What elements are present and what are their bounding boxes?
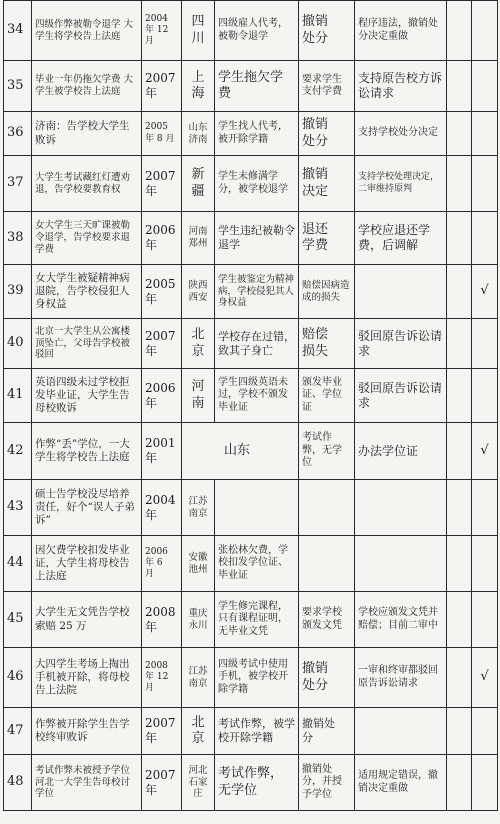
- case-title: 济南：告学校大学生败诉: [32, 112, 142, 156]
- case-title: 女大学生被疑精神病退院，告学校侵犯人身权益: [32, 265, 142, 319]
- case-number: 45: [4, 592, 32, 648]
- case-number: 34: [4, 1, 32, 61]
- mark-column-2: [472, 1, 498, 61]
- table-row: [4, 61, 498, 112]
- case-year: 2004 年 12 月: [142, 1, 182, 61]
- case-claim: [299, 536, 355, 592]
- case-location: 江苏 南京: [182, 480, 215, 536]
- case-fact: 考试作弊，被学校开除学籍: [215, 708, 299, 755]
- case-claim: 赔偿因病造成的损失: [299, 265, 355, 319]
- case-number: 43: [4, 480, 32, 536]
- case-fact: 学生未修满学分，被学校退学: [215, 156, 299, 212]
- mark-column-2: [472, 536, 498, 592]
- mark-column-1: [447, 265, 472, 319]
- case-claim: 要求学生支付学费: [299, 61, 355, 112]
- case-claim: [299, 480, 355, 536]
- case-fact: 学生四级英语未过，学校不颁发毕业证: [215, 369, 299, 423]
- mark-column-2: [472, 708, 498, 755]
- case-title: 毕业一年仍拖欠学费 大学生被学校告上法庭: [32, 61, 142, 112]
- mark-column-1: [447, 423, 472, 480]
- case-year: 2004 年: [142, 480, 182, 536]
- mark-column-2: [472, 319, 498, 369]
- case-fact: 四级雇人代考，被勒令退学: [215, 1, 299, 61]
- table-row: [4, 112, 498, 156]
- case-number: 39: [4, 265, 32, 319]
- case-result: 支持原告校方诉讼请求: [355, 61, 447, 112]
- table-row: [4, 369, 498, 423]
- mark-column-1: [447, 369, 472, 423]
- mark-column-2: √: [472, 648, 498, 708]
- case-fact: [215, 480, 299, 536]
- case-fact: 张松林欠费，学校扣发学位证、毕业证: [215, 536, 299, 592]
- table-row: [4, 265, 498, 319]
- case-location: 重庆 永川: [182, 592, 215, 648]
- case-number: 44: [4, 536, 32, 592]
- case-claim: 考试作弊，无学位: [299, 423, 355, 480]
- case-title: 大学生考试藏红灯遭劝退，告学校要教育权: [32, 156, 142, 212]
- table-row: [4, 648, 498, 708]
- case-result: [355, 536, 447, 592]
- case-number: 48: [4, 755, 32, 811]
- case-number: 42: [4, 423, 32, 480]
- case-title: 女大学生三天旷课被勒令退学，告学校要求退学费: [32, 212, 142, 265]
- mark-column-2: √: [472, 265, 498, 319]
- mark-column-1: [447, 1, 472, 61]
- case-claim: 撤销 处分: [299, 648, 355, 708]
- case-claim: 撤销 处分: [299, 112, 355, 156]
- case-year: 2005 年: [142, 265, 182, 319]
- case-year: 2007 年: [142, 708, 182, 755]
- mark-column-2: [472, 212, 498, 265]
- mark-column-2: [472, 592, 498, 648]
- case-fact: 四级考试中使用手机，被学校开除学籍: [215, 648, 299, 708]
- case-fact: 学生被鉴定为精神病，学校侵犯其人身权益: [215, 265, 299, 319]
- case-location: 上 海: [182, 61, 215, 112]
- case-fact: 学生修完课程，只有课程证明，无毕业文凭: [215, 592, 299, 648]
- case-location: 山东 济南: [182, 112, 215, 156]
- table-row: [4, 319, 498, 369]
- case-claim: 退还 学费: [299, 212, 355, 265]
- mark-column-1: [447, 212, 472, 265]
- case-claim: 撤销处 分: [299, 708, 355, 755]
- case-fact: 学生违纪被勒令退学: [215, 212, 299, 265]
- case-result: 办法学位证: [355, 423, 447, 480]
- mark-column-1: [447, 592, 472, 648]
- mark-column-2: √: [472, 423, 498, 480]
- mark-column-2: [472, 480, 498, 536]
- mark-column-1: [447, 648, 472, 708]
- case-title: 大学生无文凭告学校索赔 25 万: [32, 592, 142, 648]
- case-year: 2008 年: [142, 592, 182, 648]
- case-year: 2006 年 6 月: [142, 536, 182, 592]
- case-number: 38: [4, 212, 32, 265]
- case-location: 河 南: [182, 369, 215, 423]
- case-year: 2005 年 8 月: [142, 112, 182, 156]
- case-year: 2007 年: [142, 156, 182, 212]
- mark-column-1: [447, 319, 472, 369]
- case-location: 安徽 池州: [182, 536, 215, 592]
- case-result: [355, 708, 447, 755]
- case-claim: 撤销处分，并授予学位: [299, 755, 355, 811]
- case-result: 一审和终审都驳回原告诉讼请求: [355, 648, 447, 708]
- mark-column-1: [447, 708, 472, 755]
- case-title: 因欠费学校扣发毕业证，大学生将母校告上法庭: [32, 536, 142, 592]
- case-location: 北 京: [182, 708, 215, 755]
- case-year: 2007 年: [142, 61, 182, 112]
- case-fact: 学校存在过错，致其子身亡: [215, 319, 299, 369]
- case-claim: 撤销 处分: [299, 1, 355, 61]
- case-result: 支持学校处分决定: [355, 112, 447, 156]
- case-number: 46: [4, 648, 32, 708]
- table-row: [4, 755, 498, 811]
- case-table: [3, 0, 498, 811]
- mark-column-2: [472, 369, 498, 423]
- case-claim: 要求学校颁发文凭: [299, 592, 355, 648]
- case-year: 2006 年: [142, 369, 182, 423]
- case-number: 36: [4, 112, 32, 156]
- case-location: 北 京: [182, 319, 215, 369]
- case-fact: 学生找人代考，被开除学籍: [215, 112, 299, 156]
- table-row: [4, 480, 498, 536]
- mark-column-2: [472, 156, 498, 212]
- mark-column-1: [447, 156, 472, 212]
- case-result: 学校应颁发文凭并赔偿；目前二审中: [355, 592, 447, 648]
- case-result: 程序违法，撤销处分决定重做: [355, 1, 447, 61]
- mark-column-1: [447, 755, 472, 811]
- mark-column-1: [447, 112, 472, 156]
- mark-column-2: [472, 755, 498, 811]
- table-row: [4, 423, 498, 480]
- case-result: 学校应退还学费，后调解: [355, 212, 447, 265]
- case-title: 北京一大学生从公寓楼顶坠亡，父母告学校被驳回: [32, 319, 142, 369]
- case-number: 37: [4, 156, 32, 212]
- case-claim: 赔偿 损失: [299, 319, 355, 369]
- table-row: [4, 1, 498, 61]
- case-title: 大四学生考场上掏出手机被开除，将母校告上法院: [32, 648, 142, 708]
- case-title: 作弊“丢”学位，一大学生将学校告上法庭: [32, 423, 142, 480]
- case-number: 35: [4, 61, 32, 112]
- case-title: 英语四级未过学校拒发毕业证，大学生告母校败诉: [32, 369, 142, 423]
- case-result: [355, 480, 447, 536]
- case-year: 2007 年: [142, 319, 182, 369]
- case-claim: 撤销 决定: [299, 156, 355, 212]
- case-location: 河南 郑州: [182, 212, 215, 265]
- case-location: 四 川: [182, 1, 215, 61]
- case-title: 考试作弊未被授予学位 河北一大学生告母校讨学位: [32, 755, 142, 811]
- case-year: 2007 年: [142, 755, 182, 811]
- case-result: 驳回原告诉讼请求: [355, 319, 447, 369]
- case-location: 江苏 南京: [182, 648, 215, 708]
- case-location: 新 疆: [182, 156, 215, 212]
- case-number: 41: [4, 369, 32, 423]
- mark-column-1: [447, 480, 472, 536]
- case-result: 适用规定错误，撤销决定重做: [355, 755, 447, 811]
- table-row: [4, 212, 498, 265]
- case-year: 2001 年: [142, 423, 182, 480]
- case-location: 山东: [182, 423, 299, 480]
- mark-column-1: [447, 536, 472, 592]
- case-title: 硕士告学校没尽培养责任，好个“误人子弟诉”: [32, 480, 142, 536]
- case-number: 47: [4, 708, 32, 755]
- case-location: 河北 石家 庄: [182, 755, 215, 811]
- case-year: 2008 年 12 月: [142, 648, 182, 708]
- table-row: [4, 592, 498, 648]
- table-row: [4, 708, 498, 755]
- case-fact: 学生拖欠学费: [215, 61, 299, 112]
- case-claim: 颁发毕业证、学位证: [299, 369, 355, 423]
- case-result: 驳回原告诉讼请求: [355, 369, 447, 423]
- case-fact: 考试作弊，无学位: [215, 755, 299, 811]
- mark-column-2: [472, 112, 498, 156]
- mark-column-2: [472, 61, 498, 112]
- case-result: [355, 265, 447, 319]
- case-number: 40: [4, 319, 32, 369]
- table-row: [4, 536, 498, 592]
- case-year: 2006 年: [142, 212, 182, 265]
- case-location: 陕西 西安: [182, 265, 215, 319]
- case-title: 作弊被开除学生告学校终审败诉: [32, 708, 142, 755]
- case-result: 支持学校处理决定，二审维持原判: [355, 156, 447, 212]
- mark-column-1: [447, 61, 472, 112]
- table-row: [4, 156, 498, 212]
- case-title: 四级作弊被勒令退学 大学生将学校告上法庭: [32, 1, 142, 61]
